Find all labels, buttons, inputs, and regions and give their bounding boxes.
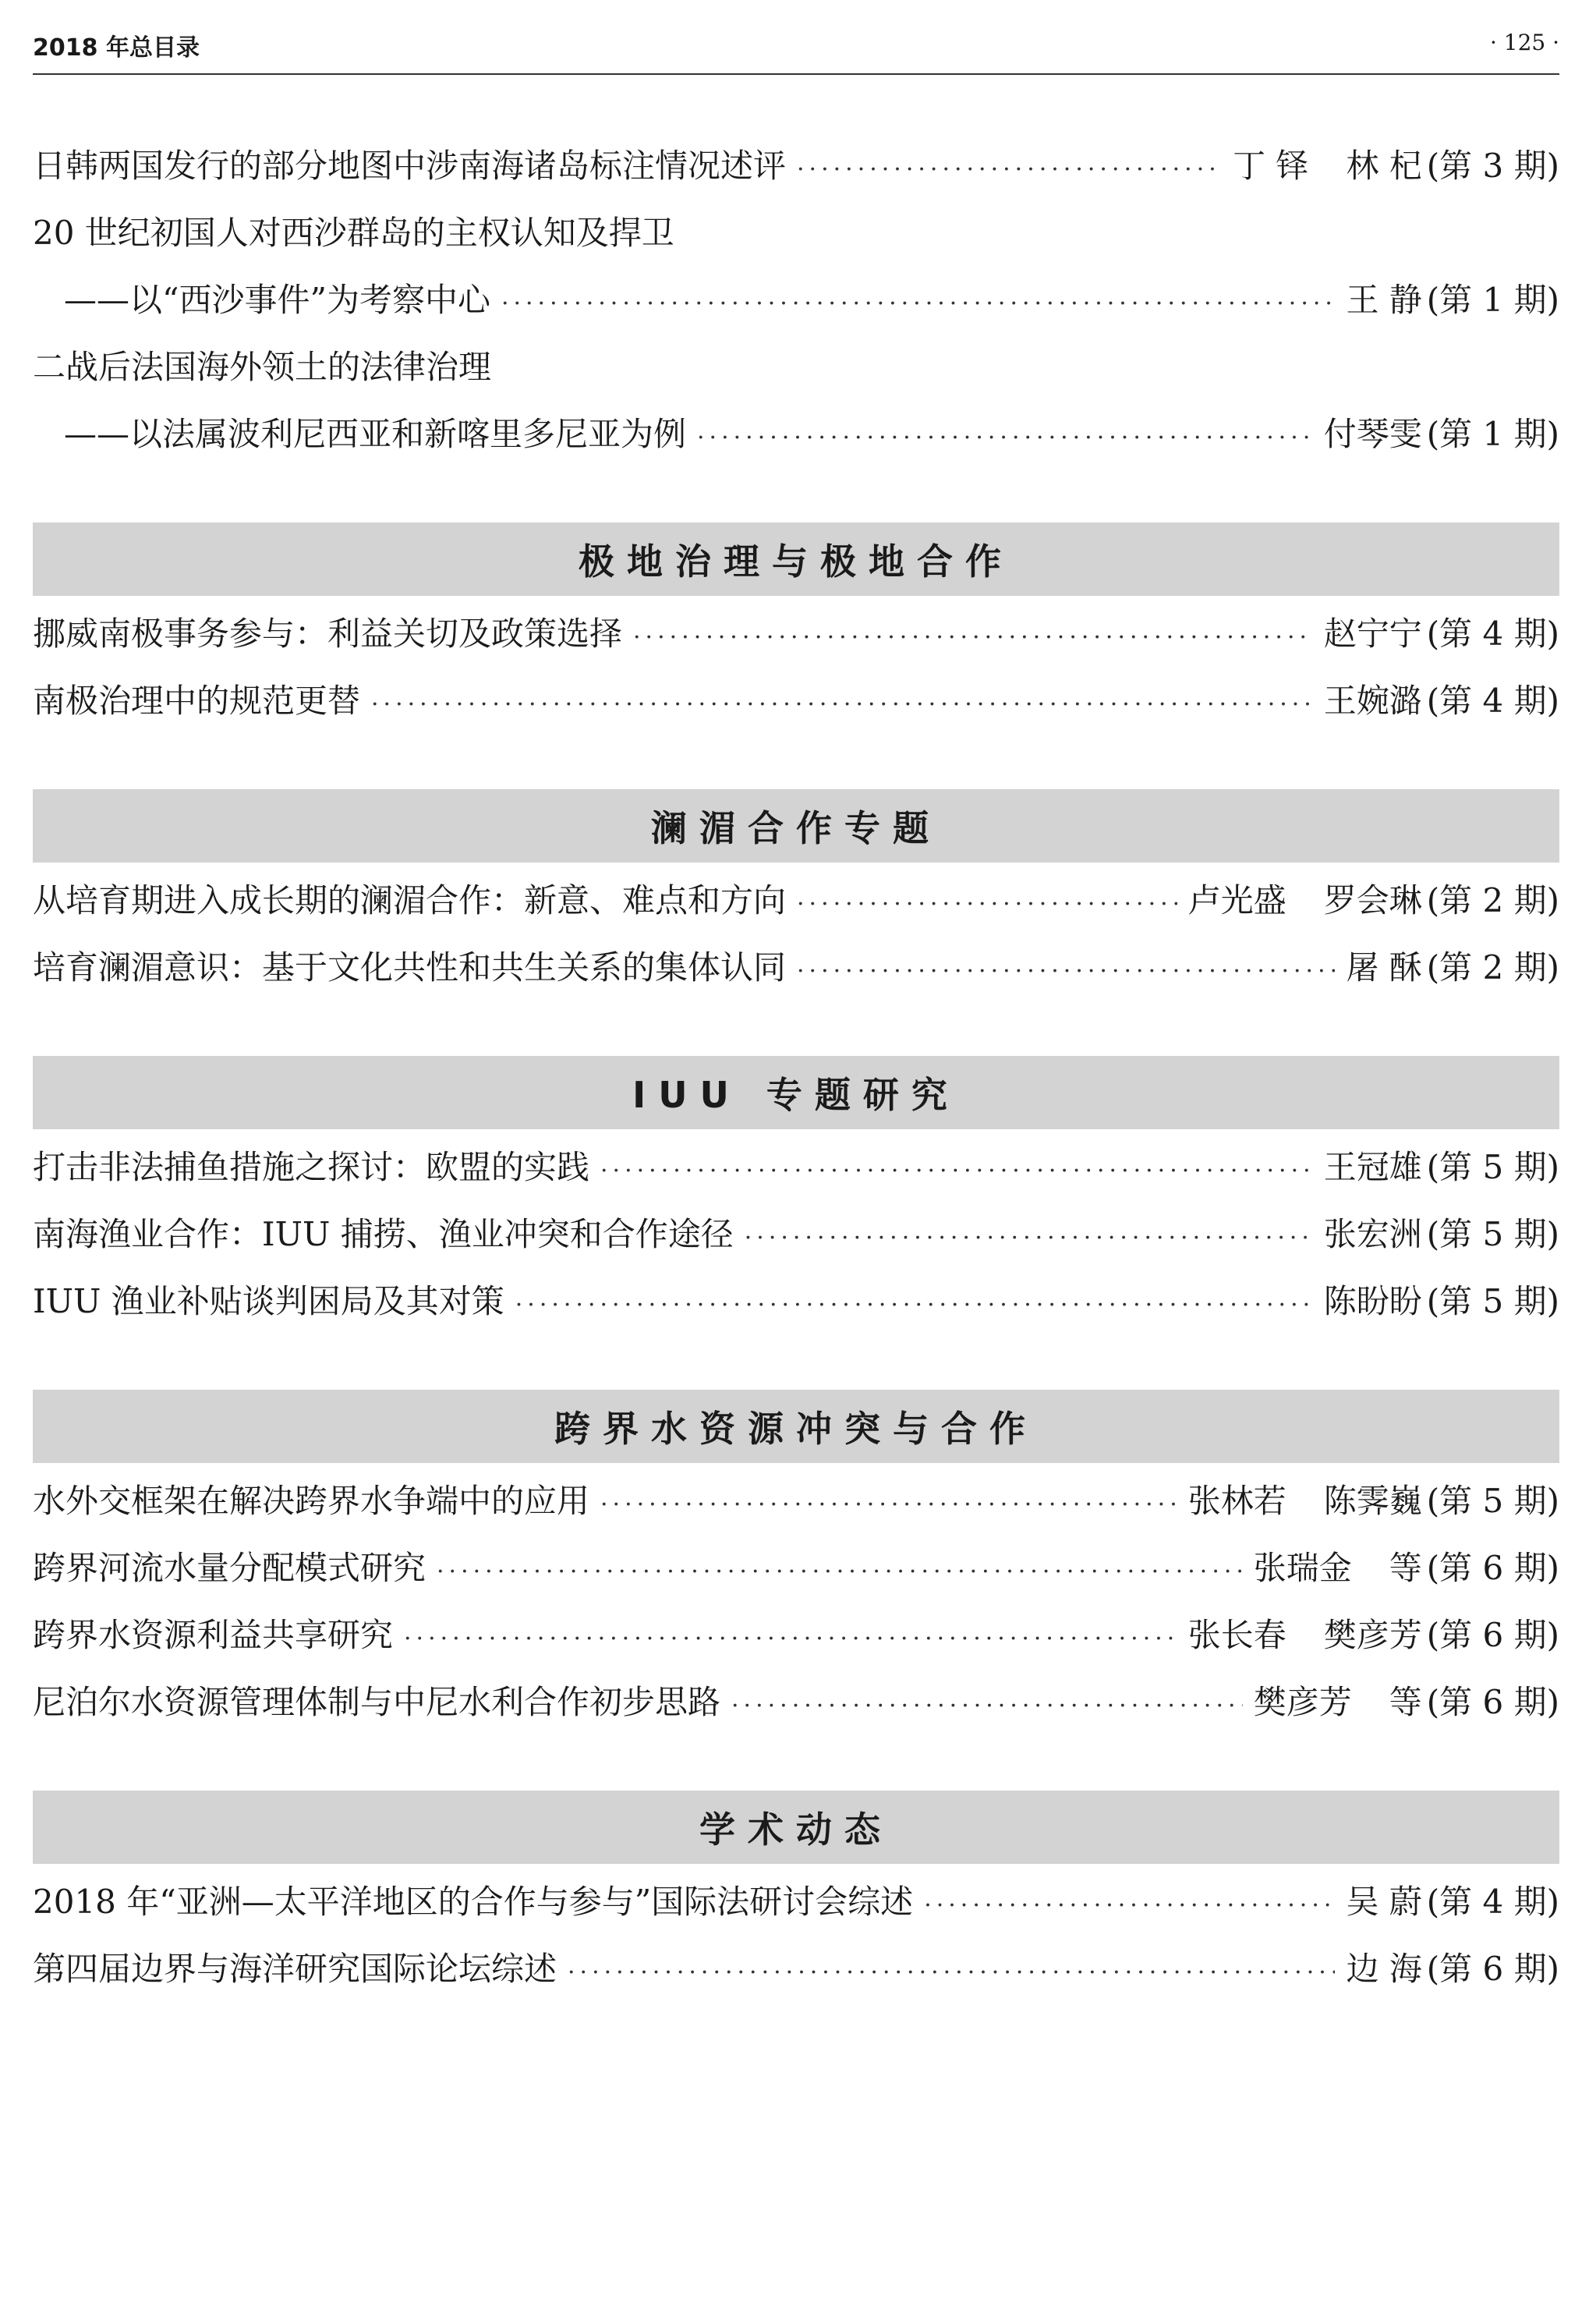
dot-leader [501, 271, 1335, 338]
toc-entry [33, 334, 1559, 401]
entry-authors [1233, 133, 1422, 200]
author-name: 等 [1389, 1683, 1422, 1721]
entry-authors [1346, 1936, 1421, 2003]
section-gap [33, 1736, 1559, 1791]
toc-entry [33, 401, 1559, 468]
toc-entry [33, 1468, 1559, 1535]
issue-number: (第 6 期) [1426, 1950, 1559, 1988]
running-header [33, 23, 1559, 75]
author-name: 卢光盛 [1187, 881, 1286, 919]
issue-number: (第 4 期) [1426, 1883, 1559, 1921]
section-heading: 学术动态 [33, 1791, 1559, 1864]
dot-leader [437, 1539, 1243, 1606]
running-title: 2018 年总目录 [33, 34, 200, 62]
section-gap [33, 735, 1559, 789]
issue-number: (第 6 期) [1426, 1683, 1559, 1721]
issue-number: (第 5 期) [1426, 1215, 1559, 1253]
author-name: 边 海 [1346, 1950, 1422, 1988]
entry-title: 跨界水资源利益共享研究 [33, 1616, 394, 1654]
author-name: 罗会琳 [1323, 881, 1422, 919]
dot-leader [924, 1872, 1335, 1940]
author-name: 陈霁巍 [1323, 1482, 1422, 1520]
author-name: 张瑞金 [1253, 1549, 1352, 1587]
entry-authors [1324, 1201, 1422, 1268]
toc-entry [33, 133, 1559, 200]
entry-authors [1324, 401, 1422, 468]
issue-number: (第 6 期) [1426, 1616, 1559, 1654]
dot-leader [371, 671, 1313, 739]
entry-authors [1346, 934, 1421, 1001]
section-gap [33, 1335, 1559, 1390]
author-name: 吴 蔚 [1346, 1883, 1422, 1921]
issue-number: (第 1 期) [1426, 281, 1559, 319]
issue-number: (第 4 期) [1426, 682, 1559, 720]
toc-entry [33, 668, 1559, 735]
toc-entry [33, 1869, 1559, 1936]
dot-leader [633, 604, 1313, 671]
author-name: 王 静 [1346, 281, 1422, 319]
author-name: 王婉潞 [1323, 682, 1422, 720]
issue-number: (第 6 期) [1426, 1549, 1559, 1587]
author-name: 张长春 [1187, 1616, 1286, 1654]
author-name: 付琴雯 [1323, 415, 1422, 453]
entry-title: 20 世纪初国人对西沙群岛的主权认知及捍卫 [33, 214, 674, 252]
dot-leader [731, 1673, 1243, 1740]
entry-title: 跨界河流水量分配模式研究 [33, 1549, 426, 1587]
entry-title: 南海渔业合作：IUU 捕捞、渔业冲突和合作途径 [33, 1215, 734, 1253]
issue-number: (第 5 期) [1426, 1148, 1559, 1186]
dot-leader [797, 938, 1335, 1005]
author-name: 林 杞 [1346, 147, 1422, 185]
author-name: 张宏洲 [1323, 1215, 1422, 1253]
section-gap [33, 1001, 1559, 1056]
dot-leader [404, 1606, 1177, 1673]
section-heading: 极地治理与极地合作 [33, 523, 1559, 596]
entry-authors [1324, 600, 1422, 668]
author-name: 樊彦芳 [1323, 1616, 1422, 1654]
entry-title: 打击非法捕鱼措施之探讨：欧盟的实践 [33, 1148, 590, 1186]
author-name: 陈盼盼 [1323, 1282, 1422, 1320]
dot-leader [600, 1138, 1313, 1205]
section-heading: 跨界水资源冲突与合作 [33, 1390, 1559, 1463]
author-name: 等 [1389, 1549, 1422, 1587]
entry-authors [1188, 1468, 1422, 1535]
section-gap [33, 468, 1559, 523]
entry-authors [1324, 1268, 1422, 1335]
issue-number: (第 1 期) [1426, 415, 1559, 453]
issue-number: (第 3 期) [1426, 147, 1559, 185]
toc-entry [33, 1669, 1559, 1736]
entry-authors [1346, 267, 1421, 334]
dot-leader [797, 136, 1222, 204]
entry-title: ——以“西沙事件”为考察中心 [64, 281, 490, 319]
table-of-contents [33, 133, 1559, 2003]
entry-authors [1346, 1869, 1421, 1936]
toc-entry [33, 200, 1559, 267]
author-name: 丁 铎 [1233, 147, 1309, 185]
entry-authors [1188, 867, 1422, 934]
dot-leader [697, 405, 1313, 472]
entry-title: 从培育期进入成长期的澜湄合作：新意、难点和方向 [33, 881, 787, 919]
issue-number: (第 2 期) [1426, 948, 1559, 987]
entry-authors [1254, 1535, 1422, 1602]
dot-leader [745, 1205, 1313, 1272]
entry-title: IUU 渔业补贴谈判困局及其对策 [33, 1282, 504, 1320]
entry-title: 南极治理中的规范更替 [33, 682, 361, 720]
author-name: 赵宁宁 [1323, 615, 1422, 653]
entry-authors [1188, 1602, 1422, 1669]
entry-authors [1254, 1669, 1422, 1736]
entry-title: 挪威南极事务参与：利益关切及政策选择 [33, 615, 623, 653]
issue-number: (第 5 期) [1426, 1282, 1559, 1320]
entry-title: 培育澜湄意识：基于文化共性和共生关系的集体认同 [33, 948, 787, 987]
issue-number: (第 5 期) [1426, 1482, 1559, 1520]
author-name: 樊彦芳 [1253, 1683, 1352, 1721]
toc-entry [33, 1201, 1559, 1268]
toc-entry [33, 1134, 1559, 1201]
dot-leader [515, 1272, 1313, 1339]
page-number: · 125 · [1489, 30, 1559, 55]
entry-title: ——以法属波利尼西亚和新喀里多尼亚为例 [64, 415, 687, 453]
author-name: 屠 酥 [1346, 948, 1422, 987]
section-heading: 澜湄合作专题 [33, 789, 1559, 863]
dot-leader [797, 871, 1177, 938]
entry-title: 第四届边界与海洋研究国际论坛综述 [33, 1950, 557, 1988]
issue-number: (第 2 期) [1426, 881, 1559, 919]
author-name: 张林若 [1187, 1482, 1286, 1520]
entry-title: 2018 年“亚洲—太平洋地区的合作与参与”国际法研讨会综述 [33, 1883, 914, 1921]
dot-leader [568, 1940, 1335, 2007]
entry-title: 二战后法国海外领土的法律治理 [33, 348, 492, 386]
toc-entry [33, 1936, 1559, 2003]
entry-title: 水外交框架在解决跨界水争端中的应用 [33, 1482, 590, 1520]
toc-entry [33, 267, 1559, 334]
toc-entry [33, 934, 1559, 1001]
toc-entry [33, 1535, 1559, 1602]
toc-entry [33, 867, 1559, 934]
entry-title: 尼泊尔水资源管理体制与中尼水利合作初步思路 [33, 1683, 721, 1721]
entry-authors [1324, 1134, 1422, 1201]
toc-entry [33, 600, 1559, 668]
author-name: 王冠雄 [1323, 1148, 1422, 1186]
issue-number: (第 4 期) [1426, 615, 1559, 653]
toc-entry [33, 1268, 1559, 1335]
dot-leader [600, 1472, 1177, 1539]
toc-entry [33, 1602, 1559, 1669]
section-heading: IUU 专题研究 [33, 1056, 1559, 1129]
entry-authors [1324, 668, 1422, 735]
entry-title: 日韩两国发行的部分地图中涉南海诸岛标注情况述评 [33, 147, 787, 185]
